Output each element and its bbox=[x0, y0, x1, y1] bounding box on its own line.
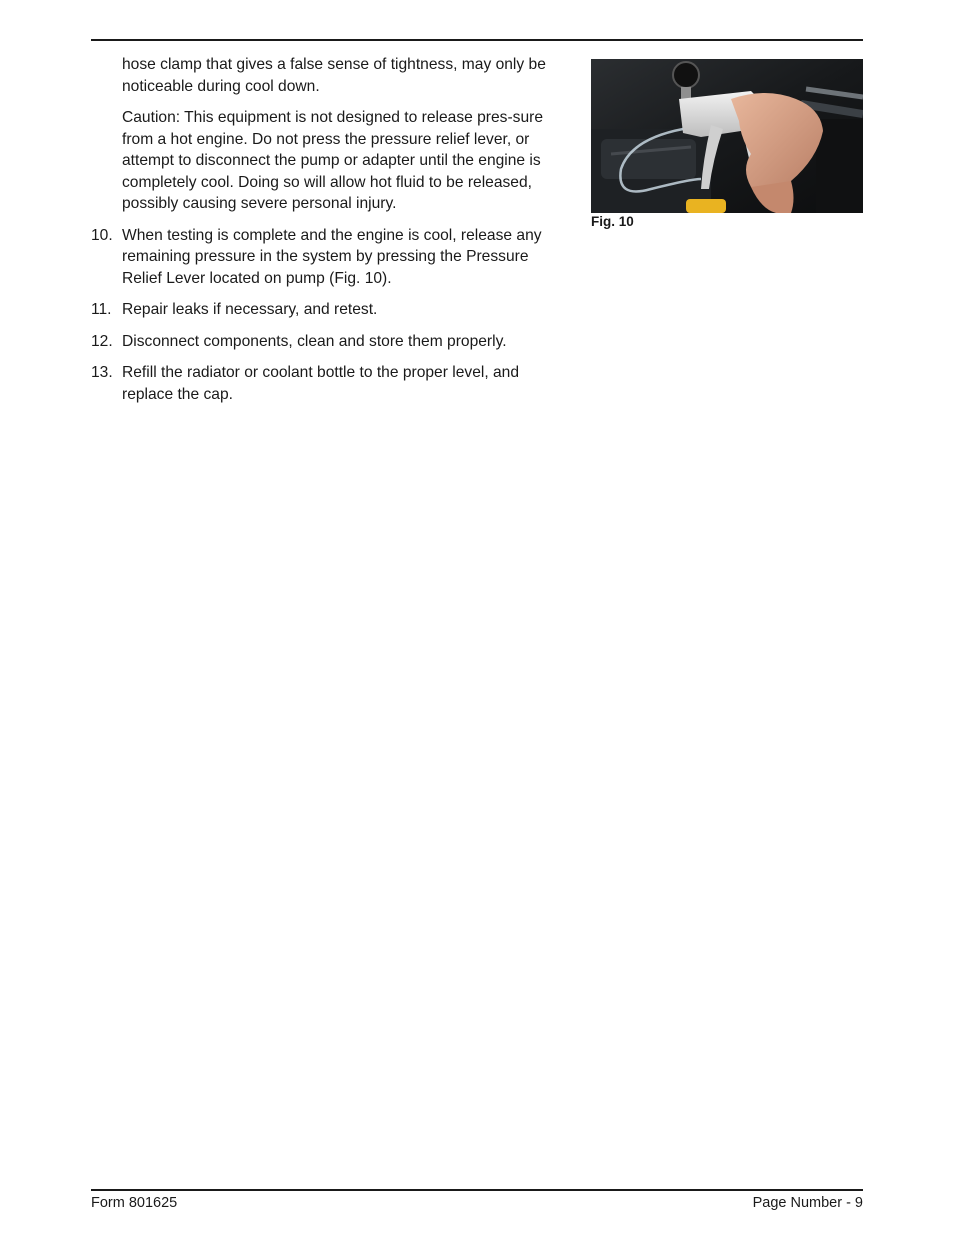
list-item bbox=[91, 225, 561, 290]
step-number: 11. bbox=[91, 301, 112, 318]
step-number: 10. bbox=[91, 226, 113, 244]
form-number: Form 801625 bbox=[91, 1195, 178, 1211]
step-text: Refill the radiator or coolant bottle to the proper level, and replace the cap. bbox=[122, 364, 520, 403]
header-rule bbox=[91, 39, 863, 41]
step-number: 13. bbox=[91, 364, 113, 381]
caution-paragraph: Caution: This equipment is not designed to release pres-sure from a hot engine. Do not press the pressure relief lever, or attempt to disconnect the pump or adapter until the engine is completely cool. Doing so will allow hot fluid to be released, possibly causing severe personal injury. bbox=[122, 109, 543, 212]
continuation-paragraph: hose clamp that gives a false sense of tightness, may only be noticeable during cool down. bbox=[122, 56, 546, 95]
step-text: Repair leaks if necessary, and retest. bbox=[122, 301, 378, 318]
list-item bbox=[91, 299, 561, 321]
main-text-column bbox=[91, 54, 561, 415]
step-text: Disconnect components, clean and store them properly. bbox=[122, 332, 507, 350]
list-item bbox=[91, 362, 561, 405]
page-number: Page Number - 9 bbox=[752, 1195, 863, 1211]
figure-photo-pressure-pump bbox=[591, 59, 863, 213]
step-number: 12. bbox=[91, 332, 113, 350]
figure-caption: Fig. 10 bbox=[591, 214, 634, 229]
list-item bbox=[91, 331, 561, 353]
footer-rule bbox=[91, 1189, 863, 1191]
step-text: When testing is complete and the engine is cool, release any remaining pressure in the system by pressing the Pressure Relief Lever located on pump (Fig. 10). bbox=[122, 226, 542, 287]
